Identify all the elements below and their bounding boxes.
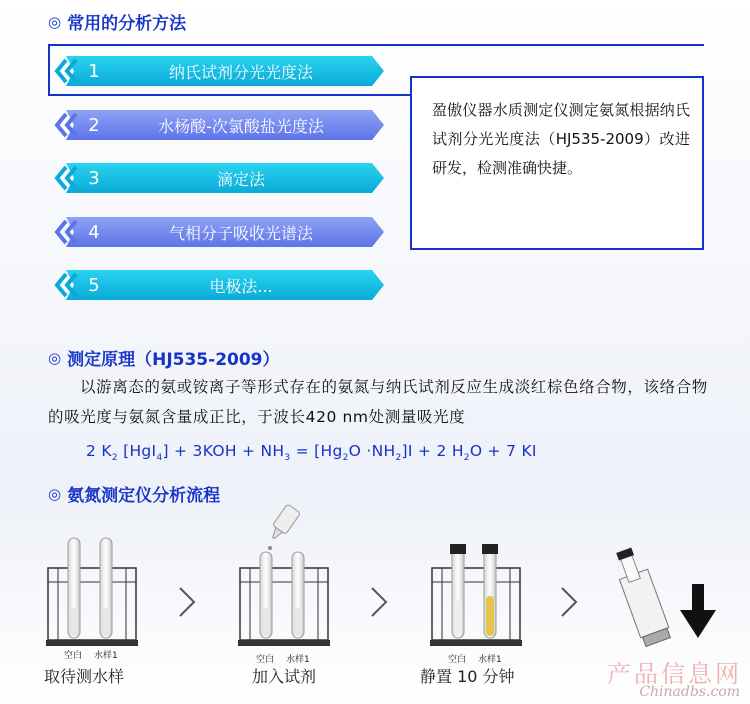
description-box xyxy=(410,76,704,250)
down-arrow-icon xyxy=(680,584,716,638)
tube-label-sample: 水样1 xyxy=(286,655,310,665)
rack-1 xyxy=(46,538,138,646)
method-label: 气相分子吸收光谱法 xyxy=(168,223,313,243)
bullet-icon: ◎ xyxy=(48,348,62,367)
bullet-icon: ◎ xyxy=(48,12,62,31)
flow-arrow-icon xyxy=(180,588,194,616)
section-title-text: 测定原理（HJ535-2009） xyxy=(67,350,280,370)
watermark-en: Chinadbs.com xyxy=(639,684,740,700)
section-title-principle xyxy=(48,345,280,370)
method-item-4 xyxy=(50,217,384,247)
double-chevron-left-icon xyxy=(52,56,82,86)
instrument-icon xyxy=(611,545,673,647)
method-label: 水杨酸-次氯酸盐光度法 xyxy=(158,116,324,136)
bullet-icon: ◎ xyxy=(48,484,62,503)
flow-arrow-icon xyxy=(562,588,576,616)
tube-label-blank: 空白 xyxy=(64,651,83,661)
rack-2 xyxy=(238,504,330,646)
section-title-text: 常用的分析方法 xyxy=(67,14,187,34)
section-title-methods xyxy=(48,9,186,34)
step-caption: 加入试剂 xyxy=(252,667,317,686)
reagent-bottle-icon xyxy=(267,504,301,543)
method-number: 3 xyxy=(88,167,100,189)
tube-label-sample: 水样1 xyxy=(94,651,118,661)
reaction-equation: 2 $K_2$ $[HgI_4] + 3KOH + NH_3 = [Hg_2O \cdot NH_2]I + 2$ $H_2O + 7$ KI xyxy=(86,442,537,464)
section-title-text: 氨氮测定仪分析流程 xyxy=(67,486,221,506)
method-number: 1 xyxy=(88,60,100,82)
principle-text xyxy=(48,372,708,432)
double-chevron-left-icon xyxy=(52,110,82,140)
method-number: 2 xyxy=(88,114,100,136)
step-caption: 静置 10 分钟 xyxy=(420,667,515,686)
method-item-3 xyxy=(50,163,384,193)
step-caption: 取待测水样 xyxy=(44,667,125,686)
method-item-2 xyxy=(50,110,384,140)
tube-label-blank: 空白 xyxy=(448,655,467,665)
method-label: 滴定法 xyxy=(216,169,265,189)
flow-arrow-icon xyxy=(372,588,386,616)
double-chevron-left-icon xyxy=(52,270,82,300)
frame-line-bottom xyxy=(48,94,410,96)
principle-body: 以游离态的氨或铵离子等形式存在的氨氮与纳氏试剂反应生成淡红棕色络合物，该络合物的吸光度与氨氮含量成正比，于波长420 nm处测量吸光度 xyxy=(48,378,708,426)
watermark-cn: 产品信息网 xyxy=(607,660,742,688)
method-item-5 xyxy=(50,270,384,300)
method-label: 电极法... xyxy=(209,276,273,296)
method-item-1 xyxy=(50,56,384,86)
frame-line-top xyxy=(48,44,704,46)
tube-label-blank: 空白 xyxy=(256,655,275,665)
tube-label-sample: 水样1 xyxy=(478,655,502,665)
method-number: 4 xyxy=(88,221,100,243)
double-chevron-left-icon xyxy=(52,217,82,247)
method-label: 纳氏试剂分光光度法 xyxy=(168,62,313,82)
rack-3 xyxy=(430,544,522,646)
method-number: 5 xyxy=(88,274,100,296)
double-chevron-left-icon xyxy=(52,163,82,193)
description-text: 盈傲仪器水质测定仪测定氨氮根据纳氏试剂分光光度法（HJ535-2009）改进研发，检测准确快捷。 xyxy=(432,101,690,177)
